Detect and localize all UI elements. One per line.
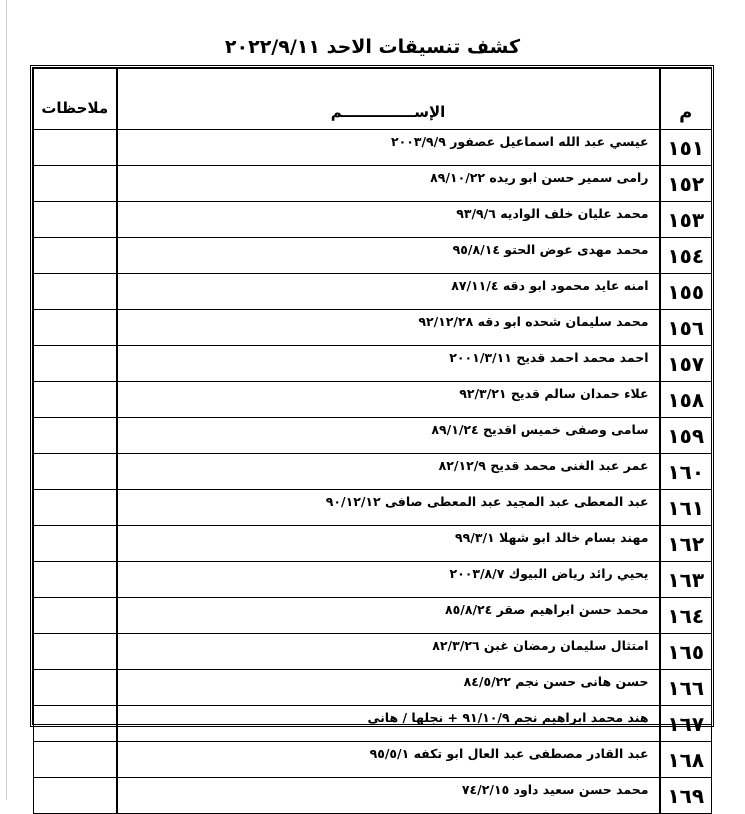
table-row	[34, 202, 712, 238]
row-notes	[34, 706, 117, 742]
table-row	[34, 382, 712, 418]
table-row	[34, 166, 712, 202]
row-notes	[34, 238, 117, 274]
row-notes	[34, 130, 117, 166]
row-name: محمد حسن سعيد داود ٧٤/٢/١٥	[117, 778, 660, 814]
row-number: ١٥٤	[660, 238, 712, 274]
row-name: محمد سليمان شحده ابو دقه ٩٢/١٢/٢٨	[117, 310, 660, 346]
row-notes	[34, 634, 117, 670]
row-notes	[34, 454, 117, 490]
page-edge-line	[6, 0, 7, 800]
row-notes	[34, 778, 117, 814]
table-row	[34, 706, 712, 742]
table-row	[34, 526, 712, 562]
row-number: ١٦٢	[660, 526, 712, 562]
row-number: ١٥١	[660, 130, 712, 166]
table-row	[34, 310, 712, 346]
row-notes	[34, 310, 117, 346]
table-row	[34, 778, 712, 814]
row-notes	[34, 598, 117, 634]
names-table	[33, 68, 712, 814]
table-row	[34, 598, 712, 634]
table-row	[34, 454, 712, 490]
table-row	[34, 634, 712, 670]
row-name: عمر عبد الغنى محمد قديح ٨٢/١٢/٩	[117, 454, 660, 490]
row-number: ١٥٣	[660, 202, 712, 238]
row-notes	[34, 562, 117, 598]
row-name: حسن هانى حسن نجم ٨٤/٥/٢٢	[117, 670, 660, 706]
row-number: ١٦٥	[660, 634, 712, 670]
row-name: محمد مهدى عوض الحتو ٩٥/٨/١٤	[117, 238, 660, 274]
row-number: ١٥٢	[660, 166, 712, 202]
row-notes	[34, 418, 117, 454]
row-notes	[34, 166, 117, 202]
row-notes	[34, 490, 117, 526]
table-row	[34, 346, 712, 382]
row-name: سامى وصفى خميس اقديح ٨٩/١/٢٤	[117, 418, 660, 454]
row-name: عبد المعطى عبد المجيد عبد المعطى صافى ٩٠/١٢/١٢	[117, 490, 660, 526]
row-notes	[34, 202, 117, 238]
row-name: امنه عايد محمود ابو دقه ٨٧/١١/٤	[117, 274, 660, 310]
row-name: محمد حسن ابراهيم صقر ٨٥/٨/٢٤	[117, 598, 660, 634]
row-name: يحيي رائد رياض البيوك ٢٠٠٣/٨/٧	[117, 562, 660, 598]
table-row	[34, 274, 712, 310]
row-notes	[34, 670, 117, 706]
row-number: ١٦٠	[660, 454, 712, 490]
row-name: احمد محمد احمد قديح ٢٠٠١/٣/١١	[117, 346, 660, 382]
row-number: ١٥٥	[660, 274, 712, 310]
row-number: ١٦٤	[660, 598, 712, 634]
header-notes: ملاحظات	[34, 69, 117, 130]
row-number: ١٦٦	[660, 670, 712, 706]
row-number: ١٥٧	[660, 346, 712, 382]
row-name: محمد عليان خلف الواديه ٩٣/٩/٦	[117, 202, 660, 238]
row-name: عبد القادر مصطفى عبد العال ابو تكفه ٩٥/٥/١	[117, 742, 660, 778]
header-number: م	[660, 69, 712, 130]
table-row	[34, 670, 712, 706]
names-sheet	[30, 65, 714, 808]
row-number: ١٦١	[660, 490, 712, 526]
row-name: هند محمد ابراهيم نجم ٩١/١٠/٩ + نجلها / هانى	[117, 706, 660, 742]
table-row	[34, 130, 712, 166]
table-row	[34, 418, 712, 454]
row-number: ١٥٦	[660, 310, 712, 346]
table-body	[34, 130, 712, 814]
row-notes	[34, 742, 117, 778]
row-notes	[34, 382, 117, 418]
row-name: امتثال سليمان رمضان غبن ٨٢/٣/٢٦	[117, 634, 660, 670]
row-number: ١٥٨	[660, 382, 712, 418]
row-name: رامى سمير حسن ابو ريده ٨٩/١٠/٢٢	[117, 166, 660, 202]
row-name: علاء حمدان سالم قديح ٩٢/٣/٢١	[117, 382, 660, 418]
row-name: مهند بسام خالد ابو شهلا ٩٩/٣/١	[117, 526, 660, 562]
row-notes	[34, 346, 117, 382]
row-notes	[34, 526, 117, 562]
row-notes	[34, 274, 117, 310]
table-row	[34, 238, 712, 274]
document-title: كشف تنسيقات الاحد ٢٠٢٢/٩/١١	[224, 36, 521, 58]
table-row	[34, 562, 712, 598]
table-header-row	[34, 69, 712, 130]
row-number: ١٦٣	[660, 562, 712, 598]
row-number: ١٦٨	[660, 742, 712, 778]
table-row	[34, 742, 712, 778]
header-name: الإســــــــــــــم	[117, 69, 660, 130]
row-name: عيسي عبد الله اسماعيل عصفور ٢٠٠٣/٩/٩	[117, 130, 660, 166]
row-number: ١٦٧	[660, 706, 712, 742]
row-number: ١٦٩	[660, 778, 712, 814]
table-row	[34, 490, 712, 526]
row-number: ١٥٩	[660, 418, 712, 454]
